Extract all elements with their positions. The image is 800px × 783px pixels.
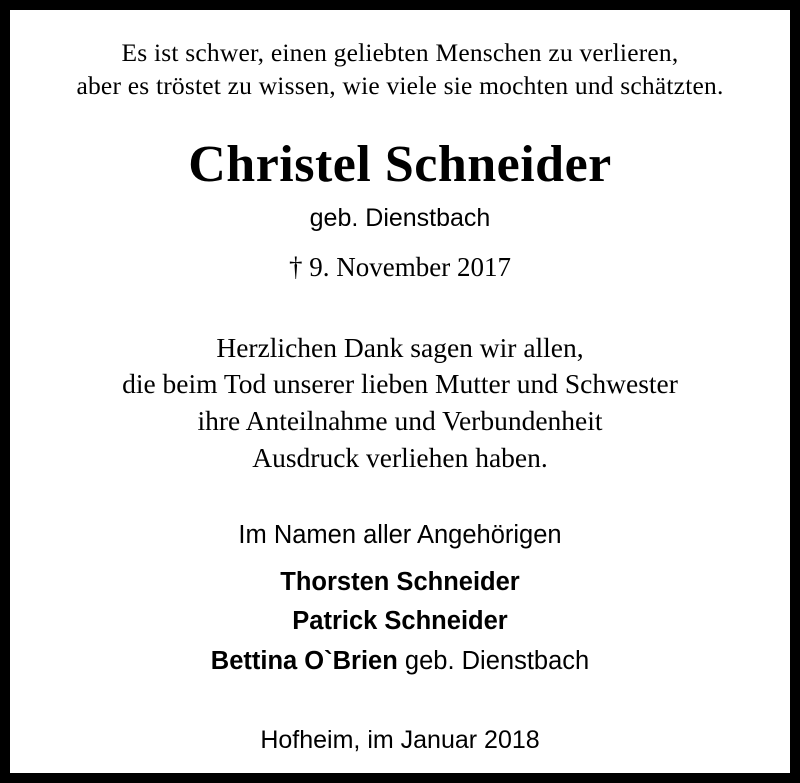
thanks-line-1: Herzlichen Dank sagen wir allen, (216, 331, 584, 363)
list-item (40, 602, 760, 642)
deceased-name: Christel Schneider (188, 136, 612, 194)
epitaph-line-1: Es ist schwer, einen geliebten Menschen zu verlieren, (121, 38, 679, 67)
on-behalf-of-line: Im Namen aller Angehörigen (238, 521, 562, 550)
survivor-name: Bettina O`Brien (210, 646, 398, 675)
thanks-line-4: Ausdruck verliehen haben. (252, 441, 548, 473)
thanks-message (40, 330, 760, 476)
survivor-name: Patrick Schneider (292, 607, 508, 636)
thanks-line-2: die beim Tod unserer lieben Mutter und Schwester (122, 368, 678, 400)
death-date: † 9. November 2017 (289, 252, 511, 283)
survivor-name: Thorsten Schneider (280, 567, 520, 596)
place-and-date: Hofheim, im Januar 2018 (260, 726, 540, 755)
thanks-line-3: ihre Anteilnahme und Verbundenheit (197, 404, 603, 436)
survivor-suffix: geb. Dienstbach (397, 646, 590, 675)
epitaph-line-2: aber es tröstet zu wissen, wie viele sie mochten und schätzten. (76, 71, 724, 101)
epitaph-verse (40, 36, 760, 102)
list-item (40, 563, 760, 603)
maiden-name: geb. Dienstbach (309, 204, 491, 233)
list-item (40, 642, 760, 682)
obituary-content (10, 10, 790, 773)
survivors-list (40, 563, 760, 682)
